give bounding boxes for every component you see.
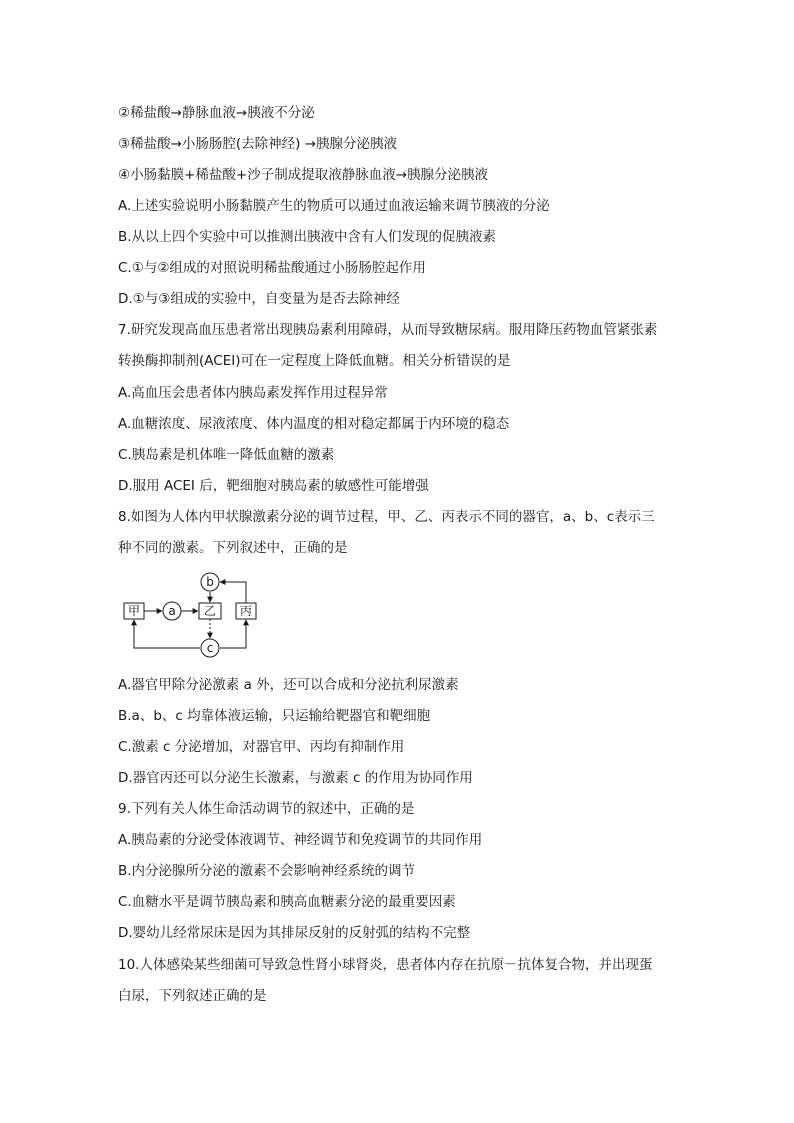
option-b: B.从以上四个实验中可以推测出胰液中含有人们发现的促胰液素 [118, 229, 497, 245]
question-8-stem: 8.如图为人体内甲状腺激素分泌的调节过程，甲、乙、丙表示不同的器官，a、b、c表示三 [118, 509, 655, 525]
question-8-stem-cont: 种不同的激素。下列叙述中，正确的是 [118, 540, 348, 556]
option-d: D.服用 ACEI 后，靶细胞对胰岛素的敏感性可能增强 [118, 478, 429, 494]
arrow-c-to-bing [220, 620, 246, 648]
question-7-stem: 7.研究发现高血压患者常出现胰岛素利用障碍，从而导致糖尿病。服用降压药物血管紧张素 [118, 322, 658, 338]
text-line: ②稀盐酸→静脉血液→胰液不分泌 [118, 105, 315, 121]
option-a: A.胰岛素的分泌受体液调节、神经调节和免疫调节的共同作用 [118, 832, 483, 848]
arrow-c-to-jia [134, 620, 200, 648]
question-10-stem: 10.人体感染某些细菌可导致急性肾小球肾炎，患者体内存在抗原－抗体复合物，并出现蛋 [118, 957, 653, 973]
option-c: C.激素 c 分泌增加，对器官甲、丙均有抑制作用 [118, 739, 405, 755]
option-a: A.高血压会患者体内胰岛素发挥作用过程异常 [118, 385, 388, 401]
option-d: D.婴幼儿经常尿床是因为其排尿反射的反射弧的结构不完整 [118, 925, 471, 941]
text-line: ③稀盐酸→小肠肠腔(去除神经) →胰腺分泌胰液 [118, 136, 398, 152]
thyroid-regulation-diagram [118, 566, 278, 660]
question-7-stem-cont: 转换酶抑制剂(ACEI)可在一定程度上降低血糖。相关分析错误的是 [118, 353, 511, 369]
option-d: D.器官丙还可以分泌生长激素，与激素 c 的作用为协同作用 [118, 770, 473, 786]
option-c: C.①与②组成的对照说明稀盐酸通过小肠肠腔起作用 [118, 260, 426, 276]
hormone-c-label: c [206, 641, 214, 655]
option-a2: A.血糖浓度、尿液浓度、体内温度的相对稳定都属于内环境的稳态 [118, 416, 510, 432]
option-b: B.a、b、c 均靠体液运输，只运输给靶器官和靶细胞 [118, 708, 431, 724]
text-line: ④小肠黏膜+稀盐酸+沙子制成提取液静脉血液→胰腺分泌胰液 [118, 167, 489, 183]
organ-bing-label: 丙 [239, 604, 253, 618]
option-c: C.胰岛素是机体唯一降低血糖的激素 [118, 447, 335, 463]
option-a: A.器官甲除分泌激素 a 外，还可以合成和分泌抗利尿激素 [118, 677, 459, 693]
question-10-stem-cont: 白尿，下列叙述正确的是 [118, 988, 267, 1004]
question-9-stem: 9.下列有关人体生命活动调节的叙述中，正确的是 [118, 801, 415, 817]
arrow-bing-to-b [220, 582, 246, 603]
hormone-b-label: b [206, 575, 214, 589]
organ-yi-label: 乙 [203, 604, 217, 618]
organ-jia-label: 甲 [127, 604, 141, 618]
option-a: A.上述实验说明小肠黏膜产生的物质可以通过血液运输来调节胰液的分泌 [118, 198, 550, 214]
option-b: B.内分泌腺所分泌的激素不会影响神经系统的调节 [118, 863, 416, 879]
option-c: C.血糖水平是调节胰岛素和胰高血糖素分泌的最重要因素 [118, 894, 456, 910]
option-d: D.①与③组成的实验中，自变量为是否去除神经 [118, 291, 400, 307]
hormone-a-label: a [168, 604, 176, 618]
